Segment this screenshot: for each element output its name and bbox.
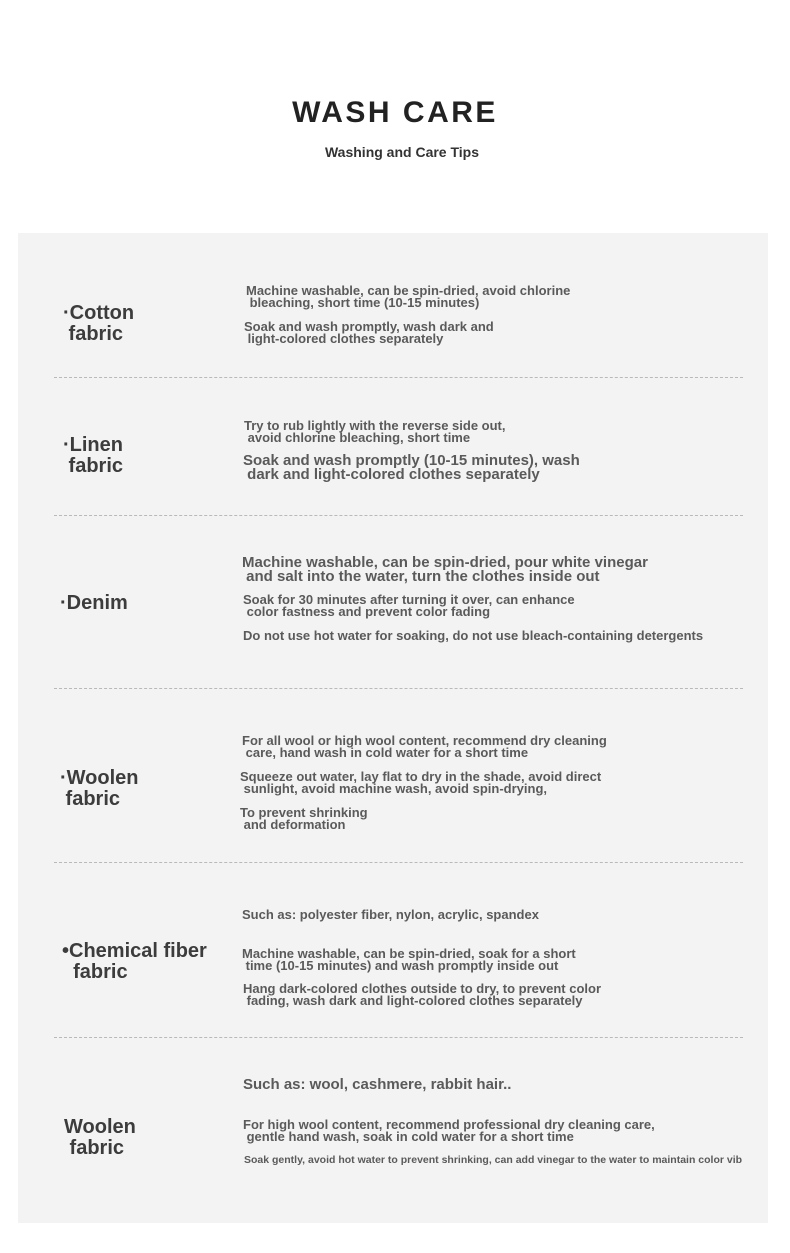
section-divider [54,377,743,378]
tip-denim-1: Machine washable, can be spin-dried, pour white vinegar and salt into the water, turn the clothes inside out [242,554,648,585]
fabric-name-woolen: ·Woolen fabric [60,767,139,810]
tip-woolen-3: To prevent shrinking and deformation [240,805,368,832]
fabric-name-woolen-2: Woolen fabric [64,1116,136,1159]
fabric-name-linen: ·Linen fabric [63,434,124,477]
fabric-name-chemical-fiber: •Chemical fiber fabric [62,940,207,983]
section-divider [54,1037,743,1038]
tip-denim-2: Soak for 30 minutes after turning it over, can enhance color fastness and prevent color fading [243,592,575,619]
page-title: WASH CARE [292,96,498,129]
section-divider [54,862,743,863]
tip-woolen-1: For all wool or high wool content, recommend dry cleaning care, hand wash in cold water for a short time [242,733,607,760]
fabric-name-denim: ·Denim [60,592,128,614]
tip-woolen-2: Squeeze out water, lay flat to dry in the shade, avoid direct sunlight, avoid machine wash, avoid spin-drying, [240,769,602,796]
tip-cotton-1: Machine washable, can be spin-dried, avoid chlorine bleaching, short time (10-15 minutes) [246,283,571,310]
section-divider [54,515,743,516]
tip-linen-2: Soak and wash promptly (10-15 minutes), wash dark and light-colored clothes separately [243,452,580,483]
tip-woolen2-1: Such as: wool, cashmere, rabbit hair.. [243,1076,512,1093]
page-header [0,0,790,232]
fabric-name-cotton: ·Cotton fabric [63,302,135,345]
page-subtitle: Washing and Care Tips [324,144,480,160]
tip-chemical-1: Such as: polyester fiber, nylon, acrylic, spandex [242,907,539,922]
tip-cotton-2: Soak and wash promptly, wash dark and light-colored clothes separately [244,319,494,346]
care-tips-panel [18,233,768,1223]
tip-woolen2-3: Soak gently, avoid hot water to prevent shrinking, can add vinegar to the water to maintain color vib [244,1154,743,1166]
tip-denim-3: Do not use hot water for soaking, do not use bleach-containing detergents [243,628,704,643]
tip-woolen2-2: For high wool content, recommend professional dry cleaning care, gentle hand wash, soak in cold water for a short time [243,1117,655,1144]
tip-chemical-3: Hang dark-colored clothes outside to dry, to prevent color fading, wash dark and light-colored clothes separately [243,981,602,1008]
section-divider [54,688,743,689]
tip-chemical-2: Machine washable, can be spin-dried, soak for a short time (10-15 minutes) and wash promptly inside out [242,946,576,973]
tip-linen-1: Try to rub lightly with the reverse side out, avoid chlorine bleaching, short time [244,418,506,445]
